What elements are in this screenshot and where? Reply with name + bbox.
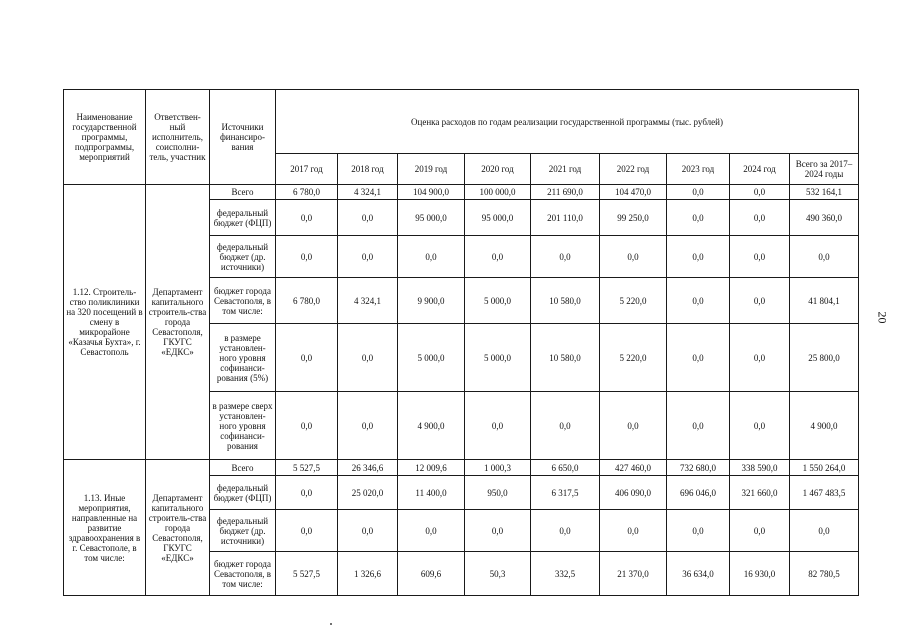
header-source: Источники финансиро-вания — [210, 90, 276, 185]
value-cell: 406 090,0 — [600, 476, 667, 510]
value-cell: 0,0 — [730, 185, 790, 200]
value-cell: 1 467 483,5 — [790, 476, 859, 510]
value-cell: 0,0 — [276, 324, 338, 392]
value-cell: 201 110,0 — [531, 200, 600, 236]
value-cell: 0,0 — [338, 236, 398, 278]
value-cell: 427 460,0 — [600, 460, 667, 476]
value-cell: 4 900,0 — [790, 392, 859, 460]
value-cell: 0,0 — [338, 510, 398, 552]
value-cell: 0,0 — [790, 236, 859, 278]
value-cell: 104 900,0 — [398, 185, 465, 200]
value-cell: 950,0 — [465, 476, 531, 510]
value-cell: 0,0 — [730, 392, 790, 460]
value-cell: 0,0 — [465, 510, 531, 552]
value-cell: 0,0 — [276, 510, 338, 552]
value-cell: 1 550 264,0 — [790, 460, 859, 476]
value-cell: 0,0 — [338, 200, 398, 236]
value-cell: 11 400,0 — [398, 476, 465, 510]
value-cell: 211 690,0 — [531, 185, 600, 200]
value-cell: 4 900,0 — [398, 392, 465, 460]
value-cell: 5 527,5 — [276, 460, 338, 476]
value-cell: 95 000,0 — [398, 200, 465, 236]
value-cell: 0,0 — [276, 476, 338, 510]
program-name: 1.13. Иные мероприятия, направленные на развитие здравоохранения в г. Севастополе, в том числе: — [64, 460, 146, 596]
value-cell: 490 360,0 — [790, 200, 859, 236]
value-cell: 0,0 — [667, 278, 730, 324]
value-cell: 0,0 — [398, 510, 465, 552]
value-cell: 0,0 — [730, 236, 790, 278]
value-cell: 0,0 — [667, 510, 730, 552]
value-cell: 0,0 — [338, 392, 398, 460]
header-program: Наименование государственной программы, подпрограммы, мероприятий — [64, 90, 146, 185]
value-cell: 4 324,1 — [338, 185, 398, 200]
header-row-top — [64, 90, 859, 154]
value-cell: 0,0 — [600, 392, 667, 460]
value-cell: 50,3 — [465, 552, 531, 596]
value-cell: 4 324,1 — [338, 278, 398, 324]
value-cell: 609,6 — [398, 552, 465, 596]
value-cell: 332,5 — [531, 552, 600, 596]
value-cell: 21 370,0 — [600, 552, 667, 596]
value-cell: 99 250,0 — [600, 200, 667, 236]
value-cell: 5 220,0 — [600, 278, 667, 324]
value-cell: 5 000,0 — [398, 324, 465, 392]
value-cell: 26 346,6 — [338, 460, 398, 476]
funding-source: бюджет города Севастополя, в том числе: — [210, 278, 276, 324]
program-name: 1.12. Строитель-ство поликлиники на 320 посещений в смену в микрорайоне «Казачья Бухта», г. Севастополь — [64, 185, 146, 460]
value-cell: 0,0 — [600, 510, 667, 552]
header-executor: Ответствен-ный исполнитель, соисполни-тель, участник — [146, 90, 210, 185]
value-cell: 36 634,0 — [667, 552, 730, 596]
table-row — [64, 460, 859, 476]
value-cell: 696 046,0 — [667, 476, 730, 510]
executor-name: Департамент капитального строитель-ства города Севастополя, ГКУГС «ЕДКС» — [146, 185, 210, 460]
value-cell: 0,0 — [531, 510, 600, 552]
funding-source: бюджет города Севастополя, в том числе: — [210, 552, 276, 596]
value-cell: 0,0 — [730, 510, 790, 552]
value-cell: 16 930,0 — [730, 552, 790, 596]
page-number: 20 — [875, 311, 890, 324]
funding-source: федеральный бюджет (др. источники) — [210, 236, 276, 278]
value-cell: 1 326,6 — [338, 552, 398, 596]
header-year: 2020 год — [465, 154, 531, 185]
header-year: 2018 год — [338, 154, 398, 185]
value-cell: 9 900,0 — [398, 278, 465, 324]
value-cell: 0,0 — [730, 324, 790, 392]
value-cell: 5 000,0 — [465, 324, 531, 392]
value-cell: 0,0 — [398, 236, 465, 278]
value-cell: 104 470,0 — [600, 185, 667, 200]
value-cell: 0,0 — [276, 236, 338, 278]
value-cell: 0,0 — [276, 392, 338, 460]
budget-table — [63, 89, 859, 596]
value-cell: 0,0 — [465, 392, 531, 460]
value-cell: 0,0 — [531, 236, 600, 278]
value-cell: 41 804,1 — [790, 278, 859, 324]
value-cell: 5 000,0 — [465, 278, 531, 324]
value-cell: 0,0 — [465, 236, 531, 278]
header-year: 2024 год — [730, 154, 790, 185]
header-year: 2017 год — [276, 154, 338, 185]
value-cell: 732 680,0 — [667, 460, 730, 476]
value-cell: 82 780,5 — [790, 552, 859, 596]
value-cell: 321 660,0 — [730, 476, 790, 510]
value-cell: 1 000,3 — [465, 460, 531, 476]
header-year: Всего за 2017–2024 годы — [790, 154, 859, 185]
value-cell: 25 020,0 — [338, 476, 398, 510]
value-cell: 338 590,0 — [730, 460, 790, 476]
value-cell: 0,0 — [667, 392, 730, 460]
funding-source: федеральный бюджет (ФЦП) — [210, 200, 276, 236]
value-cell: 12 009,6 — [398, 460, 465, 476]
value-cell: 0,0 — [667, 324, 730, 392]
value-cell: 6 780,0 — [276, 185, 338, 200]
value-cell: 0,0 — [338, 324, 398, 392]
value-cell: 0,0 — [531, 392, 600, 460]
funding-source: Всего — [210, 185, 276, 200]
value-cell: 0,0 — [730, 200, 790, 236]
header-year: 2023 год — [667, 154, 730, 185]
value-cell: 0,0 — [730, 278, 790, 324]
value-cell: 0,0 — [667, 185, 730, 200]
value-cell: 100 000,0 — [465, 185, 531, 200]
funding-source: в размере установлен-ного уровня софинанси-рования (5%) — [210, 324, 276, 392]
table-row — [64, 185, 859, 200]
value-cell: 532 164,1 — [790, 185, 859, 200]
value-cell: 0,0 — [667, 200, 730, 236]
value-cell: 0,0 — [276, 200, 338, 236]
header-year: 2019 год — [398, 154, 465, 185]
value-cell: 0,0 — [600, 236, 667, 278]
value-cell: 95 000,0 — [465, 200, 531, 236]
value-cell: 6 780,0 — [276, 278, 338, 324]
value-cell: 0,0 — [790, 510, 859, 552]
value-cell: 0,0 — [667, 236, 730, 278]
funding-source: Всего — [210, 460, 276, 476]
funding-source: федеральный бюджет (др. источники) — [210, 510, 276, 552]
value-cell: 6 650,0 — [531, 460, 600, 476]
executor-name: Департамент капитального строитель-ства города Севастополя, ГКУГС «ЕДКС» — [146, 460, 210, 596]
header-estimate: Оценка расходов по годам реализации государственной программы (тыс. рублей) — [276, 90, 859, 154]
header-year: 2021 год — [531, 154, 600, 185]
funding-source: федеральный бюджет (ФЦП) — [210, 476, 276, 510]
scan-speck — [330, 623, 332, 625]
value-cell: 10 580,0 — [531, 278, 600, 324]
value-cell: 10 580,0 — [531, 324, 600, 392]
value-cell: 6 317,5 — [531, 476, 600, 510]
value-cell: 5 220,0 — [600, 324, 667, 392]
value-cell: 25 800,0 — [790, 324, 859, 392]
value-cell: 5 527,5 — [276, 552, 338, 596]
header-year: 2022 год — [600, 154, 667, 185]
funding-source: в размере сверх установлен-ного уровня софинанси-рования — [210, 392, 276, 460]
